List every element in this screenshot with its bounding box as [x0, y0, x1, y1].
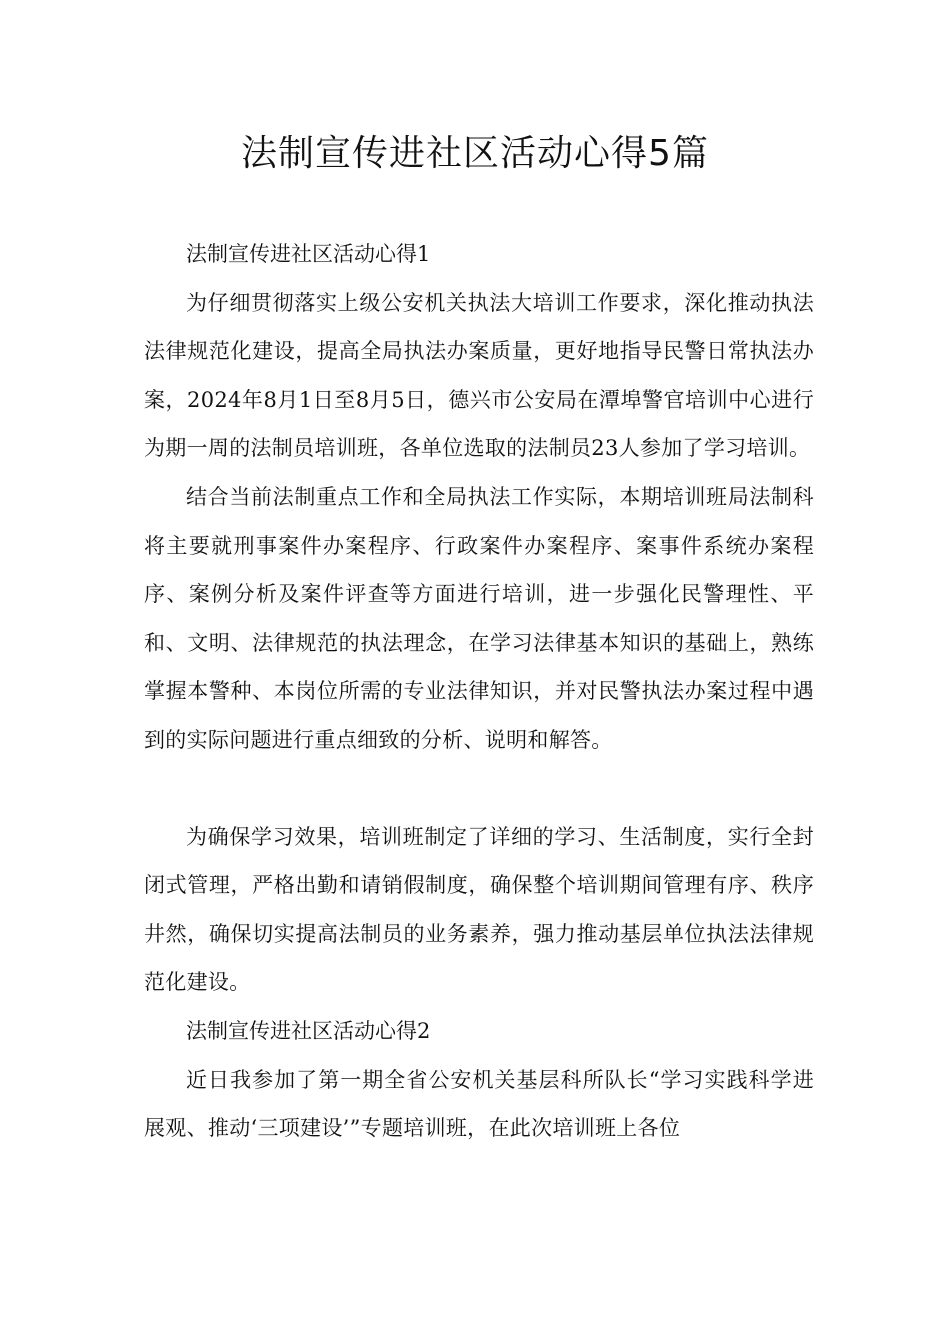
document-body [144, 230, 814, 1153]
section-heading-2: 法制宣传进社区活动心得2 [186, 1018, 431, 1043]
paragraph: 为仔细贯彻落实上级公安机关执法大培训工作要求，深化推动执法法律规范化建设，提高全局执法办案质量，更好地指导民警日常执法办案，2024年8月1日至8月5日，德兴市公安局在潭埠警官培训中心进行为期一周的法制员培训班，各单位选取的法制员23人参加了学习培训。 [144, 290, 814, 461]
paragraph-gap [144, 765, 814, 813]
paragraph: 结合当前法制重点工作和全局执法工作实际，本期培训班局法制科将主要就刑事案件办案程序、行政案件办案程序、案事件系统办案程序、案例分析及案件评查等方面进行培训，进一步强化民警理性、平和、文明、法律规范的执法理念，在学习法律基本知识的基础上，熟练掌握本警种、本岗位所需的专业法律知识，并对民警执法办案过程中遇到的实际问题进行重点细致的分析、说明和解答。 [144, 484, 814, 752]
paragraph: 近日我参加了第一期全省公安机关基层科所队长“学习实践科学进展观、推动‘三项建设’”专题培训班，在此次培训班上各位 [144, 1067, 814, 1141]
document-title: 法制宣传进社区活动心得5篇 [241, 133, 709, 174]
section-heading-1: 法制宣传进社区活动心得1 [186, 242, 431, 266]
paragraph: 为确保学习效果，培训班制定了详细的学习、生活制度，实行全封闭式管理，严格出勤和请销假制度，确保整个培训期间管理有序、秩序井然，确保切实提高法制员的业务素养，强力推动基层单位执法法律规范化建设。 [144, 824, 814, 995]
